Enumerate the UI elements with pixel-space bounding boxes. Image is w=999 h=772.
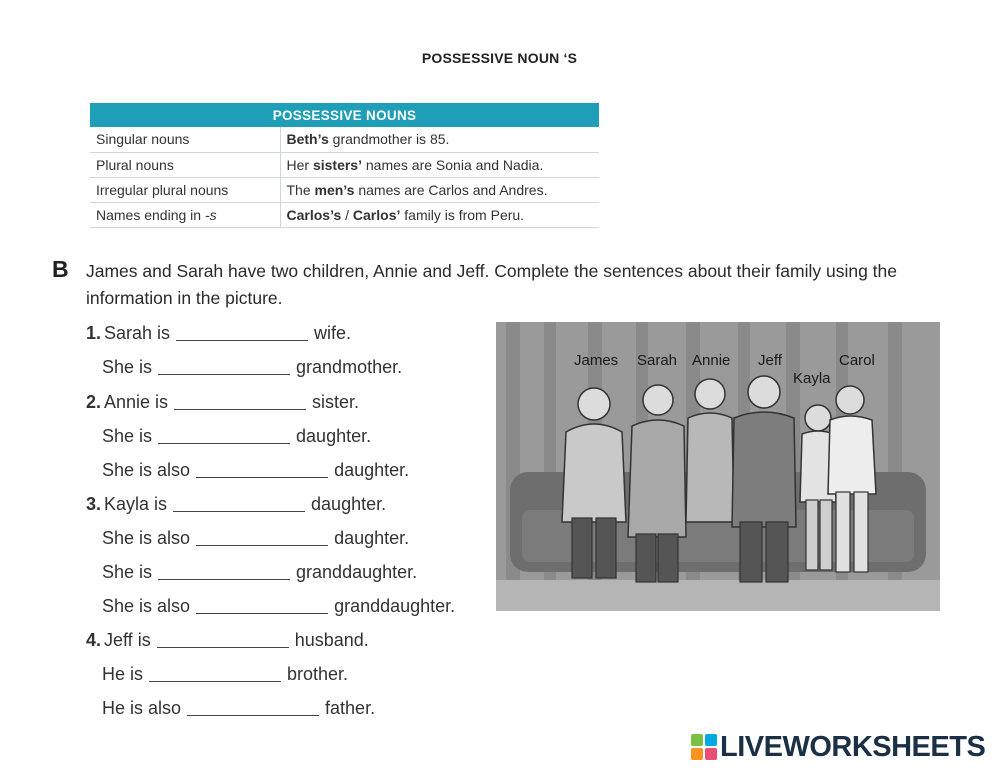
grammar-table: [90, 103, 599, 228]
picture-label-jeff: Jeff: [758, 352, 782, 369]
table-row: [90, 177, 599, 202]
answer-blank[interactable]: [174, 394, 306, 410]
picture-label-sarah: Sarah: [637, 352, 678, 369]
picture-label-kayla: Kayla: [793, 370, 831, 387]
exercise-item: She is granddaughter.: [102, 562, 418, 582]
answer-blank[interactable]: [196, 598, 328, 614]
table-cell-example: The men’s names are Carlos and Andres.: [280, 177, 599, 202]
answer-blank[interactable]: [187, 700, 319, 716]
table-row: [90, 202, 599, 227]
logo-text: LIVEWORKSHEETS: [720, 730, 986, 763]
table-header: POSSESSIVE NOUNS: [90, 103, 599, 127]
answer-blank[interactable]: [196, 462, 328, 478]
table-cell-label: Plural nouns: [90, 152, 280, 177]
answer-blank[interactable]: [149, 666, 281, 682]
table-cell-label: Names ending in -s: [90, 202, 280, 227]
exercise-item: She is also granddaughter.: [102, 596, 456, 616]
table-row: [90, 152, 599, 177]
exercise-item: 3. Kayla is daughter.: [86, 494, 387, 514]
answer-blank[interactable]: [158, 564, 290, 580]
answer-blank[interactable]: [173, 496, 305, 512]
exercise-item: She is also daughter.: [102, 460, 410, 480]
exercise-instructions: James and Sarah have two children, Annie and Jeff. Complete the sentences about their family using the information in the picture.: [86, 261, 897, 308]
page-title: POSSESSIVE NOUN ‘S: [421, 50, 578, 66]
exercise-item: She is also daughter.: [102, 528, 410, 548]
answer-blank[interactable]: [176, 325, 308, 341]
liveworksheets-logo: [691, 730, 986, 763]
exercise-item: He is brother.: [102, 664, 349, 684]
table-cell-example: Carlos’s / Carlos’ family is from Peru.: [280, 202, 599, 227]
exercise-item: She is grandmother.: [102, 357, 403, 377]
table-cell-example: Beth’s grandmother is 85.: [280, 127, 599, 152]
answer-blank[interactable]: [158, 359, 290, 375]
answer-blank[interactable]: [196, 530, 328, 546]
exercise-item: 2. Annie is sister.: [86, 392, 360, 412]
logo-mark-icon: [691, 734, 717, 760]
answer-blank[interactable]: [157, 632, 289, 648]
exercise-item: 1. Sarah is wife.: [86, 323, 352, 343]
exercise-item: She is daughter.: [102, 426, 372, 446]
exercise-item: 4. Jeff is husband.: [86, 630, 369, 650]
exercise-letter: B: [52, 256, 69, 282]
table-row: [90, 127, 599, 152]
table-cell-label: Singular nouns: [90, 127, 280, 152]
picture-label-carol: Carol: [839, 352, 875, 369]
picture-label-annie: Annie: [692, 352, 731, 369]
table-cell-label: Irregular plural nouns: [90, 177, 280, 202]
picture-label-james: James: [574, 352, 619, 369]
table-header-row: [90, 103, 599, 127]
table-cell-example: Her sisters’ names are Sonia and Nadia.: [280, 152, 599, 177]
answer-blank[interactable]: [158, 428, 290, 444]
family-picture: [496, 322, 940, 611]
exercise-item: He is also father.: [102, 698, 376, 718]
